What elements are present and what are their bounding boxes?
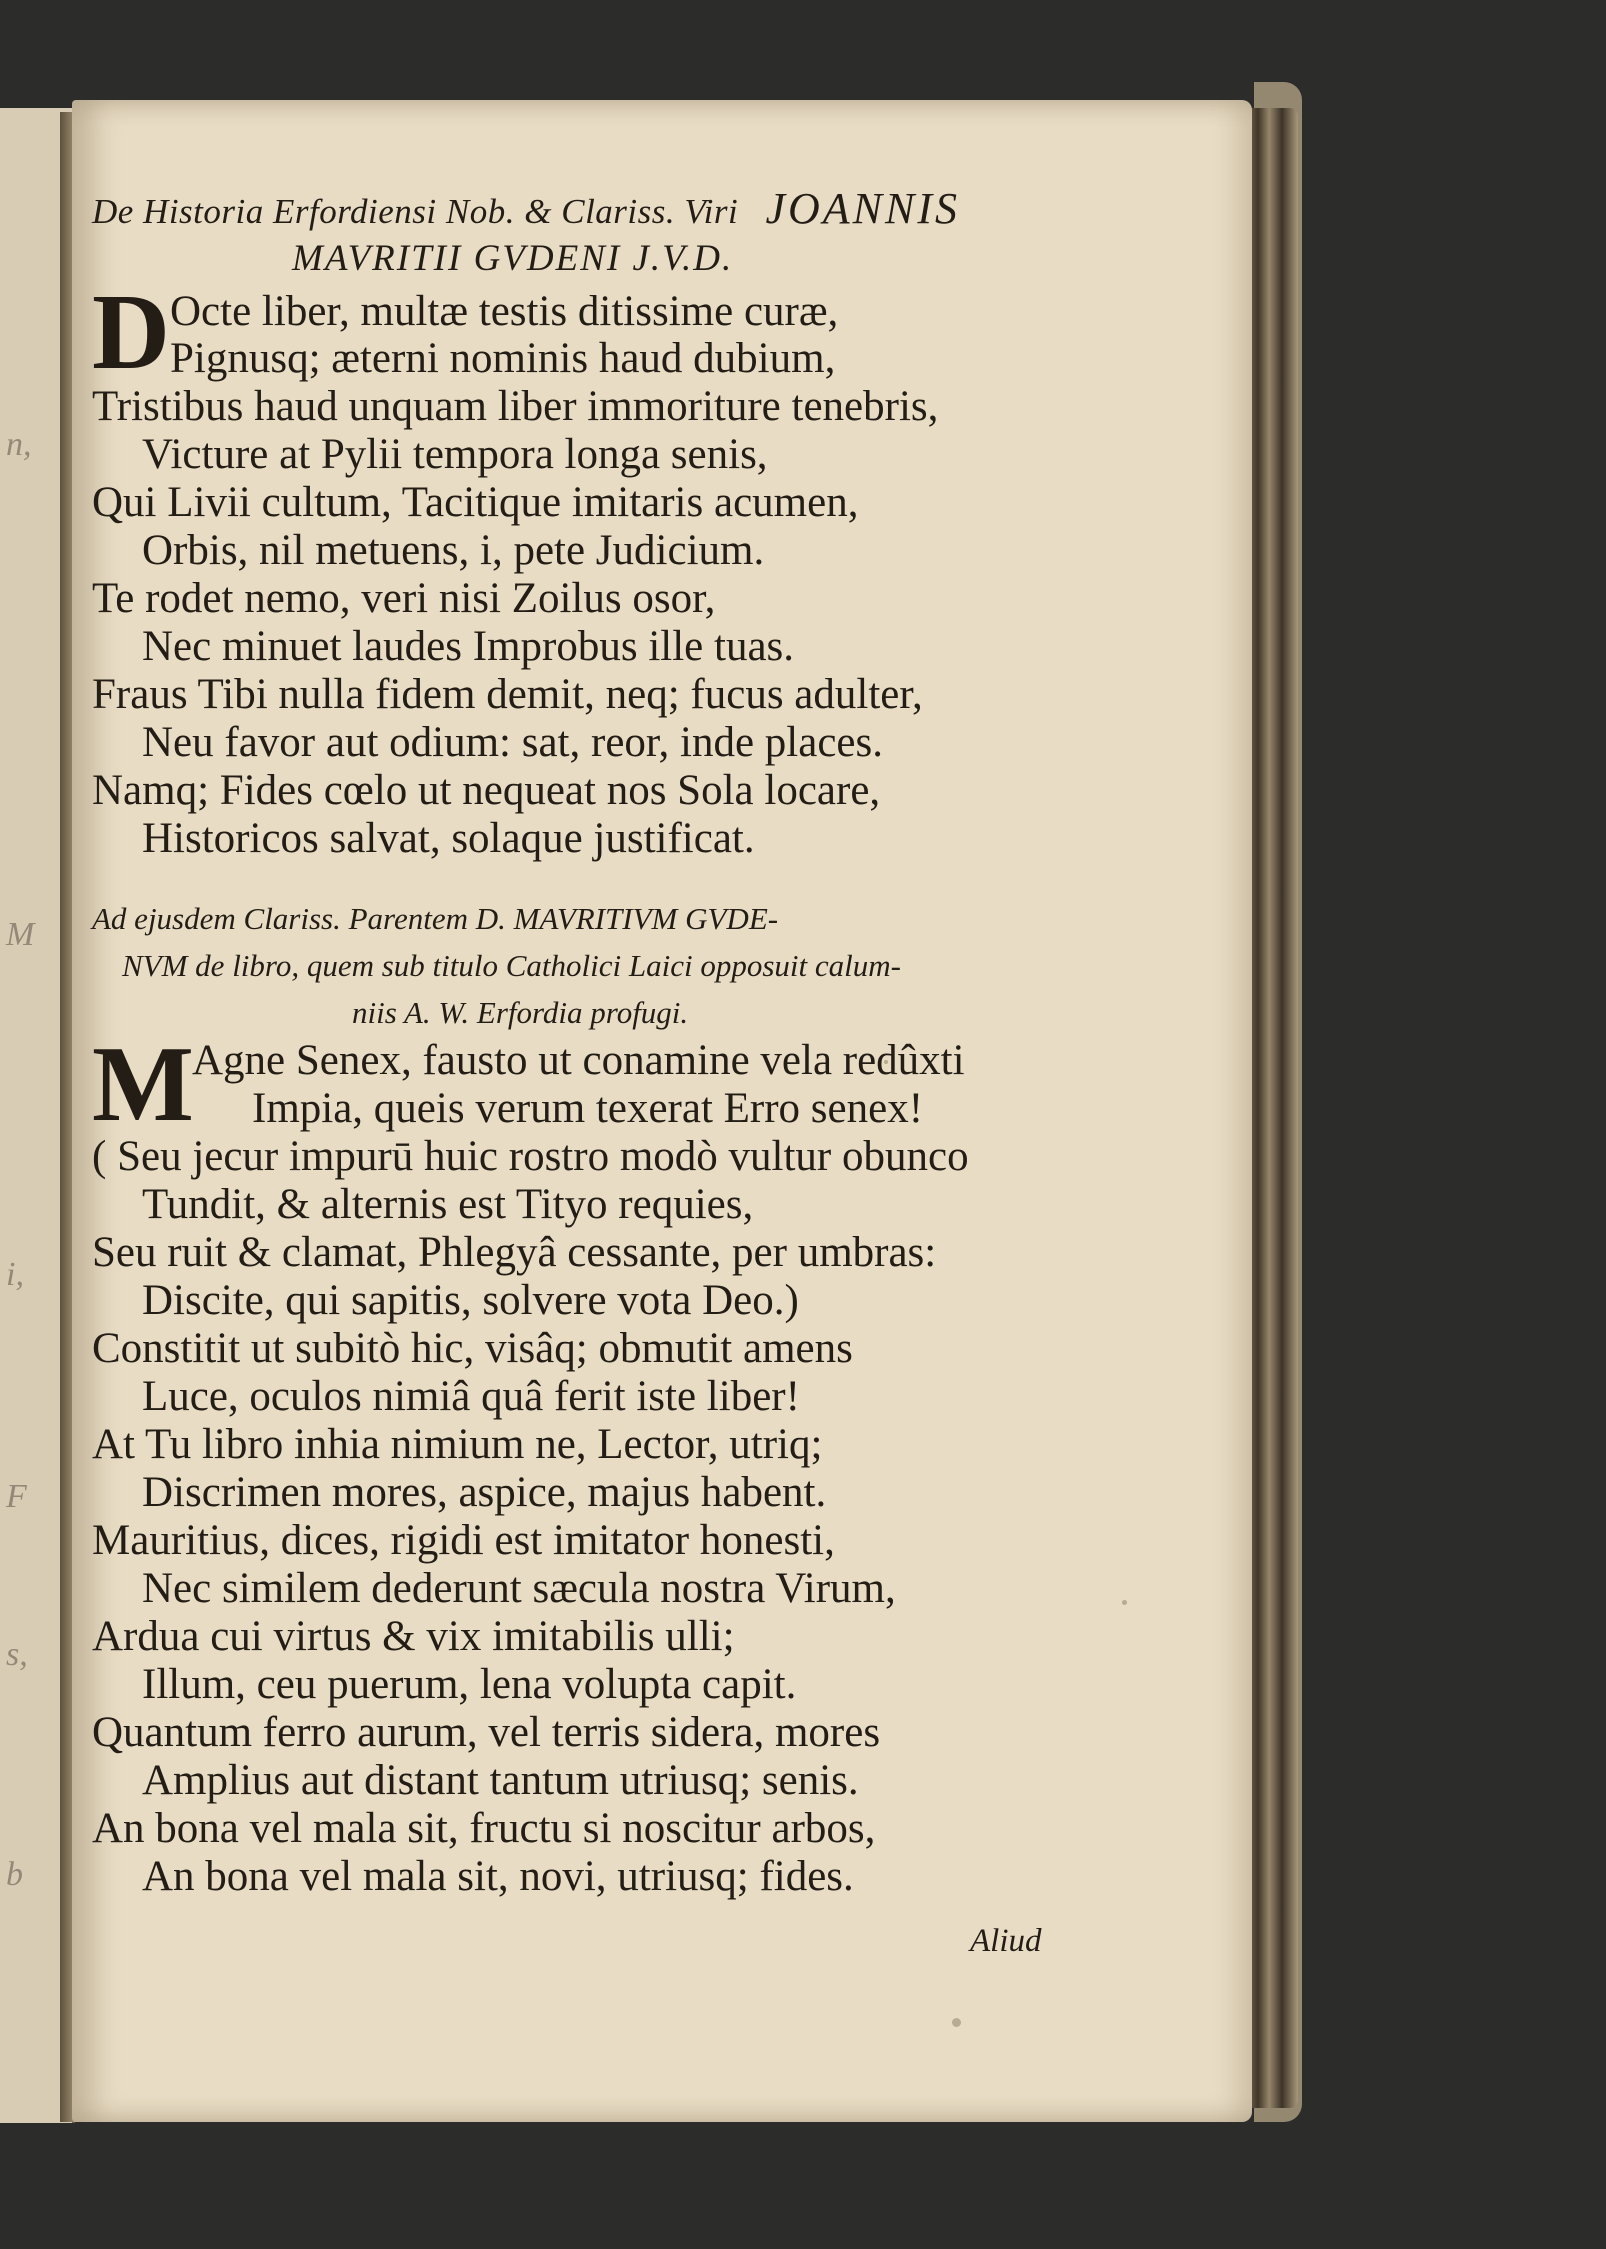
poem1-line: Orbis, nil metuens, i, pete Judicium. bbox=[142, 527, 765, 574]
poem2-line: Quantum ferro aurum, vel terris sidera, mores bbox=[92, 1709, 881, 1756]
poem2-line: Discrimen mores, aspice, majus habent. bbox=[142, 1469, 827, 1516]
poem2-line: Seu ruit & clamat, Phlegyâ cessante, per umbras: bbox=[92, 1229, 937, 1276]
poem1-line: Pignusq; æterni nominis haud dubium, bbox=[170, 335, 836, 382]
poem2-line: Constitit ut subitò hic, visâq; obmutit amens bbox=[92, 1325, 853, 1372]
poem2-line: ( Seu jecur impurū huic rostro modò vultur obunco bbox=[92, 1133, 969, 1180]
poem1-line: Fraus Tibi nulla fidem demit, neq; fucus adulter, bbox=[92, 671, 923, 718]
poem1-line: Nec minuet laudes Improbus ille tuas. bbox=[142, 623, 795, 670]
poem1-drop-cap: D bbox=[92, 273, 170, 392]
poem2-line: Agne Senex, fausto ut conamine vela redûxti bbox=[192, 1037, 965, 1084]
poem2-line: Tundit, & alternis est Tityo requies, bbox=[142, 1181, 754, 1228]
poem2-line: Mauritius, dices, rigidi est imitator honesti, bbox=[92, 1517, 835, 1564]
poem2-line: Nec similem dederunt sæcula nostra Virum, bbox=[142, 1565, 896, 1612]
poem1-line: Historicos salvat, solaque justificat. bbox=[142, 815, 755, 862]
poem1-line: Neu favor aut odium: sat, reor, inde places. bbox=[142, 719, 883, 766]
poem1-title-name: JOANNIS bbox=[765, 184, 961, 233]
facing-page-fragment: i, bbox=[6, 1256, 24, 1293]
facing-page-fragment: M bbox=[6, 916, 35, 953]
poem1-line: Octe liber, multæ testis ditissime curæ, bbox=[170, 288, 839, 335]
poem1-line: Tristibus haud unquam liber immoriture tenebris, bbox=[92, 383, 939, 430]
poem2-line: An bona vel mala sit, novi, utriusq; fides. bbox=[142, 1853, 854, 1900]
poem2-line: Ardua cui virtus & vix imitabilis ulli; bbox=[92, 1613, 735, 1660]
poem2-heading-line: niis A. W. Erfordia profugi. bbox=[352, 995, 689, 1030]
poem2-line: Luce, oculos nimiâ quâ ferit iste liber! bbox=[142, 1373, 800, 1420]
poem1-line: Qui Livii cultum, Tacitique imitaris acumen, bbox=[92, 479, 859, 526]
poem2-drop-cap: M bbox=[92, 1025, 194, 1144]
poem1-line: Namq; Fides cœlo ut nequeat nos Sola locare, bbox=[92, 767, 881, 814]
facing-page-fragment: n, bbox=[6, 426, 32, 463]
poem2-heading-line: Ad ejusdem Clariss. Parentem D. MAVRITIVM GVDE- bbox=[92, 901, 779, 936]
paper-speck bbox=[952, 2018, 961, 2027]
poem1-line: Victure at Pylii tempora longa senis, bbox=[142, 431, 768, 478]
poem2-line: Discite, qui sapitis, solvere vota Deo.) bbox=[142, 1277, 799, 1324]
poem2-line: Illum, ceu puerum, lena volupta capit. bbox=[142, 1661, 797, 1708]
facing-page-fragment: s, bbox=[6, 1636, 28, 1673]
poem2-line: An bona vel mala sit, fructu si noscitur arbos, bbox=[92, 1805, 876, 1852]
facing-page-fragment: F bbox=[6, 1478, 27, 1515]
poem1-title bbox=[92, 185, 960, 236]
poem1-title-line2: MAVRITII GVDENI J.V.D. bbox=[292, 238, 734, 279]
poem1-title-text: De Historia Erfordiensi Nob. & Clariss. Viri bbox=[92, 192, 739, 231]
poem2-line: Amplius aut distant tantum utriusq; senis. bbox=[142, 1757, 859, 1804]
poem2-heading-line: NVM de libro, quem sub titulo Catholici Laici opposuit calum- bbox=[122, 948, 901, 983]
poem2-line: Impia, queis verum texerat Erro senex! bbox=[252, 1085, 924, 1132]
paper-speck bbox=[1122, 1600, 1127, 1605]
poem1-line: Te rodet nemo, veri nisi Zoilus osor, bbox=[92, 575, 716, 622]
facing-page-fragment: b bbox=[6, 1856, 23, 1893]
poem2-line: At Tu libro inhia nimium ne, Lector, utriq; bbox=[92, 1421, 823, 1468]
catchword: Aliud bbox=[970, 1923, 1042, 1959]
